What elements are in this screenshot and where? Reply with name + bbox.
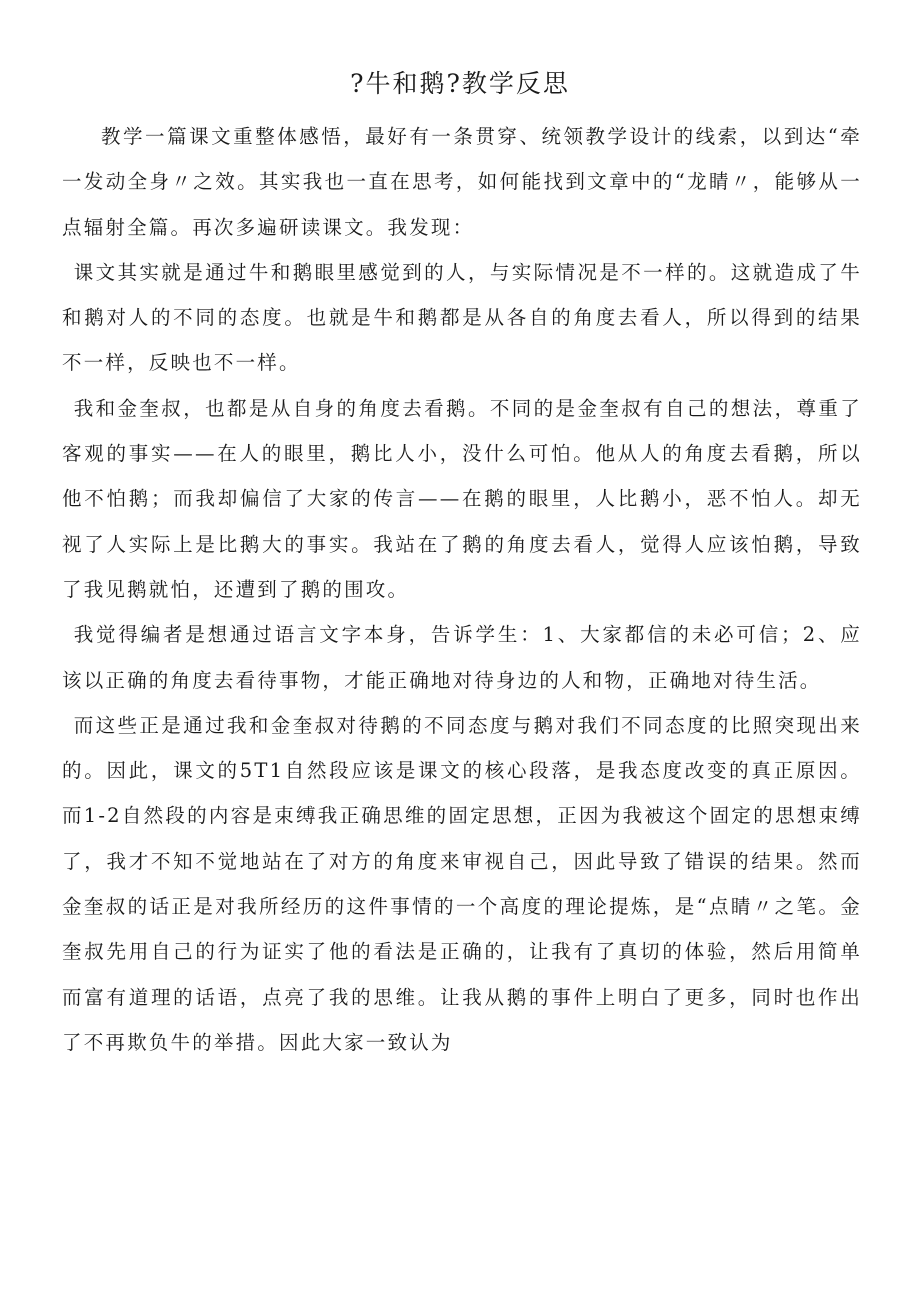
paragraph-editor-intent: 我觉得编者是想通过语言文字本身，告诉学生：1、大家都信的未必可信；2、应该以正确的角度去看待事物，才能正确地对待身边的人和物，正确地对待生活。 xyxy=(62,623,862,692)
paragraph-conclusion: 而这些正是通过我和金奎叔对待鹅的不同态度与鹅对我们不同态度的比照突现出来的。因此，课文的5T1自然段应该是课文的核心段落，是我态度改变的真正原因。而1-2自然段的内容是束缚我正确思维的固定思想，正因为我被这个固定的思想束缚了，我才不知不觉地站在了对方的角度来审视自己，因此导致了错误的结果。然而金奎叔的话正是对我所经历的这件事情的一个高度的理论提炼，是“点睛〃之笔。金奎叔先用自己的行为证实了他的看法是正确的，让我有了真切的体验，然后用简单而富有道理的话语，点亮了我的思维。让我从鹅的事件上明白了更多，同时也作出了不再欺负牛的举措。因此大家一致认为 xyxy=(62,713,862,1054)
document-title: ?牛和鹅?教学反思 xyxy=(350,69,570,98)
document-body xyxy=(62,114,862,1065)
paragraph-intro: 教学一篇课文重整体感悟，最好有一条贯穿、统领教学设计的线索，以到达“牵一发动全身〃之效。其实我也一直在思考，如何能找到文章中的“龙睛〃，能够从一点辐射全篇。再次多遍研读课文。我发现： xyxy=(62,125,862,239)
paragraph-perspective: 课文其实就是通过牛和鹅眼里感觉到的人，与实际情况是不一样的。这就造成了牛和鹅对人的不同的态度。也就是牛和鹅都是从各自的角度去看人，所以得到的结果不一样，反映也不一样。 xyxy=(62,260,862,375)
paragraph-uncle-jinkui: 我和金奎叔，也都是从自身的角度去看鹅。不同的是金奎叔有自己的想法，尊重了客观的事实——在人的眼里，鹅比人小，没什么可怕。他从人的角度去看鹅，所以他不怕鹅；而我却偏信了大家的传言——在鹅的眼里，人比鹅小，恶不怕人。却无视了人实际上是比鹅大的事实。我站在了鹅的角度去看人，觉得人应该怕鹅，导致了我见鹅就怕，还遭到了鹅的围攻。 xyxy=(62,396,862,601)
